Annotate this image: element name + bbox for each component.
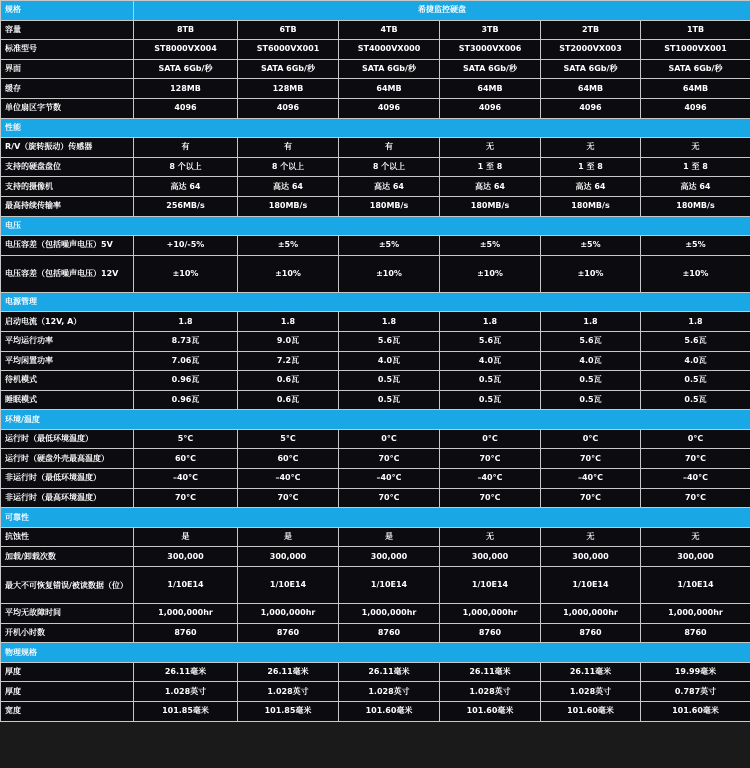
- table-cell: 1.8: [641, 312, 750, 332]
- table-cell: 7.06瓦: [134, 351, 238, 371]
- table-cell: 1/10E14: [238, 567, 339, 604]
- table-cell: 8760: [339, 623, 440, 643]
- table-cell: 8 个以上: [134, 157, 238, 177]
- table-cell: 8TB: [134, 20, 238, 40]
- row-label: 启动电流（12V, A）: [1, 312, 134, 332]
- section-title: 环境/温度: [1, 410, 750, 430]
- table-cell: 300,000: [134, 547, 238, 567]
- table-cell: 180MB/s: [541, 196, 641, 216]
- row-label: 开机小时数: [1, 623, 134, 643]
- table-cell: 无: [541, 138, 641, 158]
- table-cell: 无: [641, 527, 750, 547]
- table-cell: 有: [238, 138, 339, 158]
- table-cell: 180MB/s: [440, 196, 541, 216]
- table-cell: 4096: [641, 98, 750, 118]
- table-row: [1, 429, 750, 449]
- table-cell: ±10%: [541, 255, 641, 292]
- table-cell: 高达 64: [641, 177, 750, 197]
- section-header: [1, 410, 750, 430]
- table-cell: 300,000: [641, 547, 750, 567]
- table-cell: 8 个以上: [339, 157, 440, 177]
- table-cell: 101.60毫米: [541, 702, 641, 722]
- table-header-row: [1, 1, 750, 21]
- table-cell: ±5%: [440, 236, 541, 256]
- table-cell: 26.11毫米: [440, 662, 541, 682]
- section-header: [1, 216, 750, 236]
- table-cell: 高达 64: [541, 177, 641, 197]
- table-cell: SATA 6Gb/秒: [134, 59, 238, 79]
- row-label: 平均无故障时间: [1, 604, 134, 624]
- table-cell: SATA 6Gb/秒: [641, 59, 750, 79]
- table-row: [1, 236, 750, 256]
- table-cell: 70°C: [440, 488, 541, 508]
- table-cell: 9.0瓦: [238, 331, 339, 351]
- table-cell: 4.0瓦: [440, 351, 541, 371]
- table-cell: 70°C: [238, 488, 339, 508]
- table-cell: ST2000VX003: [541, 40, 641, 60]
- table-cell: 0.5瓦: [541, 390, 641, 410]
- row-label: 宽度: [1, 702, 134, 722]
- row-label: 抗蚀性: [1, 527, 134, 547]
- table-cell: 高达 64: [238, 177, 339, 197]
- table-cell: 26.11毫米: [238, 662, 339, 682]
- table-row: [1, 527, 750, 547]
- row-label: 非运行时（最低环境温度）: [1, 469, 134, 489]
- section-title: 电压: [1, 216, 750, 236]
- table-cell: 1.028英寸: [339, 682, 440, 702]
- table-cell: 4.0瓦: [641, 351, 750, 371]
- table-row: [1, 623, 750, 643]
- table-cell: –40°C: [440, 469, 541, 489]
- table-cell: 0°C: [440, 429, 541, 449]
- table-cell: 1.028英寸: [134, 682, 238, 702]
- table-cell: 0.6瓦: [238, 390, 339, 410]
- table-cell: SATA 6Gb/秒: [339, 59, 440, 79]
- table-cell: 70°C: [134, 488, 238, 508]
- table-cell: 180MB/s: [238, 196, 339, 216]
- row-label: 加载/卸载次数: [1, 547, 134, 567]
- table-cell: ST3000VX006: [440, 40, 541, 60]
- table-cell: 128MB: [238, 79, 339, 99]
- row-label: 支持的硬盘盘位: [1, 157, 134, 177]
- table-cell: 1,000,000hr: [440, 604, 541, 624]
- table-cell: 1.028英寸: [541, 682, 641, 702]
- table-cell: 26.11毫米: [339, 662, 440, 682]
- table-cell: SATA 6Gb/秒: [440, 59, 541, 79]
- row-label: 电压容差（包括噪声电压）5V: [1, 236, 134, 256]
- section-title: 性能: [1, 118, 750, 138]
- row-label: 睡眠模式: [1, 390, 134, 410]
- table-row: [1, 79, 750, 99]
- table-cell: 1.8: [440, 312, 541, 332]
- table-cell: –40°C: [339, 469, 440, 489]
- table-row: [1, 567, 750, 604]
- table-cell: ±10%: [238, 255, 339, 292]
- table-cell: 8760: [134, 623, 238, 643]
- table-cell: ±10%: [641, 255, 750, 292]
- table-cell: ±10%: [440, 255, 541, 292]
- table-cell: 64MB: [641, 79, 750, 99]
- section-title: 物理规格: [1, 643, 750, 663]
- table-cell: ±5%: [339, 236, 440, 256]
- table-row: [1, 98, 750, 118]
- table-cell: 1,000,000hr: [339, 604, 440, 624]
- table-cell: 8760: [440, 623, 541, 643]
- table-cell: 8 个以上: [238, 157, 339, 177]
- table-cell: 1,000,000hr: [641, 604, 750, 624]
- table-cell: 26.11毫米: [134, 662, 238, 682]
- table-cell: 1/10E14: [339, 567, 440, 604]
- table-cell: 19.99毫米: [641, 662, 750, 682]
- table-cell: 有: [134, 138, 238, 158]
- row-label: 容量: [1, 20, 134, 40]
- table-cell: 8760: [541, 623, 641, 643]
- table-cell: 8760: [238, 623, 339, 643]
- table-row: [1, 351, 750, 371]
- table-cell: 26.11毫米: [541, 662, 641, 682]
- table-cell: 0°C: [541, 429, 641, 449]
- table-cell: 7.2瓦: [238, 351, 339, 371]
- spec-header-label: 规格: [1, 1, 134, 21]
- table-cell: 1/10E14: [541, 567, 641, 604]
- row-label: 界面: [1, 59, 134, 79]
- table-cell: –40°C: [238, 469, 339, 489]
- table-cell: 8760: [641, 623, 750, 643]
- table-cell: 0.96瓦: [134, 390, 238, 410]
- table-cell: 0.5瓦: [440, 371, 541, 391]
- row-label: 平均运行功率: [1, 331, 134, 351]
- row-label: 平均闲置功率: [1, 351, 134, 371]
- table-cell: 无: [440, 527, 541, 547]
- table-cell: 1.8: [339, 312, 440, 332]
- table-cell: SATA 6Gb/秒: [238, 59, 339, 79]
- row-label: 厚度: [1, 662, 134, 682]
- table-cell: ±10%: [339, 255, 440, 292]
- table-cell: 101.60毫米: [440, 702, 541, 722]
- table-cell: 6TB: [238, 20, 339, 40]
- table-cell: 5.6瓦: [440, 331, 541, 351]
- table-cell: 4.0瓦: [339, 351, 440, 371]
- table-cell: 180MB/s: [339, 196, 440, 216]
- table-cell: 1TB: [641, 20, 750, 40]
- table-cell: 0.5瓦: [339, 390, 440, 410]
- table-row: [1, 331, 750, 351]
- table-cell: 0.787英寸: [641, 682, 750, 702]
- table-cell: 4096: [134, 98, 238, 118]
- table-cell: 70°C: [440, 449, 541, 469]
- section-header: [1, 118, 750, 138]
- table-cell: 1 至 8: [541, 157, 641, 177]
- row-label: 待机模式: [1, 371, 134, 391]
- table-row: [1, 371, 750, 391]
- table-cell: 70°C: [339, 488, 440, 508]
- table-cell: +10/-5%: [134, 236, 238, 256]
- table-cell: SATA 6Gb/秒: [541, 59, 641, 79]
- table-cell: 1,000,000hr: [134, 604, 238, 624]
- table-cell: 无: [541, 527, 641, 547]
- table-row: [1, 449, 750, 469]
- table-cell: 0.5瓦: [339, 371, 440, 391]
- table-cell: ST1000VX001: [641, 40, 750, 60]
- table-cell: 高达 64: [134, 177, 238, 197]
- table-cell: 高达 64: [440, 177, 541, 197]
- table-cell: 5°C: [238, 429, 339, 449]
- table-cell: 0°C: [641, 429, 750, 449]
- table-cell: 0.6瓦: [238, 371, 339, 391]
- table-cell: ±10%: [134, 255, 238, 292]
- table-cell: 5.6瓦: [541, 331, 641, 351]
- table-cell: 70°C: [541, 488, 641, 508]
- table-row: [1, 488, 750, 508]
- table-cell: 高达 64: [339, 177, 440, 197]
- table-cell: 300,000: [339, 547, 440, 567]
- table-row: [1, 662, 750, 682]
- table-row: [1, 469, 750, 489]
- table-cell: 4096: [238, 98, 339, 118]
- table-cell: 1.8: [134, 312, 238, 332]
- table-cell: 300,000: [440, 547, 541, 567]
- table-cell: 70°C: [641, 449, 750, 469]
- table-cell: 5°C: [134, 429, 238, 449]
- table-cell: ST6000VX001: [238, 40, 339, 60]
- table-cell: 4.0瓦: [541, 351, 641, 371]
- table-cell: 70°C: [339, 449, 440, 469]
- table-cell: 64MB: [339, 79, 440, 99]
- table-cell: 0.5瓦: [641, 390, 750, 410]
- table-cell: 300,000: [238, 547, 339, 567]
- table-row: [1, 604, 750, 624]
- row-label: 单位扇区字节数: [1, 98, 134, 118]
- table-cell: 256MB/s: [134, 196, 238, 216]
- table-cell: 0.96瓦: [134, 371, 238, 391]
- table-cell: ±5%: [641, 236, 750, 256]
- table-row: [1, 312, 750, 332]
- row-label: 电压容差（包括噪声电压）12V: [1, 255, 134, 292]
- table-row: [1, 138, 750, 158]
- section-header: [1, 508, 750, 528]
- table-cell: 1.8: [541, 312, 641, 332]
- table-row: [1, 390, 750, 410]
- table-cell: 101.85毫米: [238, 702, 339, 722]
- table-row: [1, 196, 750, 216]
- table-cell: 300,000: [541, 547, 641, 567]
- table-cell: –40°C: [134, 469, 238, 489]
- table-cell: 0.5瓦: [541, 371, 641, 391]
- row-label: 最高持续传输率: [1, 196, 134, 216]
- table-cell: 70°C: [541, 449, 641, 469]
- table-cell: 2TB: [541, 20, 641, 40]
- table-cell: 101.60毫米: [339, 702, 440, 722]
- table-cell: 1/10E14: [641, 567, 750, 604]
- table-cell: 4TB: [339, 20, 440, 40]
- table-cell: 无: [440, 138, 541, 158]
- row-label: 非运行时（最高环境温度）: [1, 488, 134, 508]
- table-cell: 70°C: [641, 488, 750, 508]
- table-cell: 有: [339, 138, 440, 158]
- section-header: [1, 292, 750, 312]
- table-cell: 是: [339, 527, 440, 547]
- table-cell: 4096: [541, 98, 641, 118]
- table-cell: 60°C: [134, 449, 238, 469]
- row-label: 支持的摄像机: [1, 177, 134, 197]
- table-cell: 101.60毫米: [641, 702, 750, 722]
- table-row: [1, 20, 750, 40]
- table-cell: 64MB: [541, 79, 641, 99]
- table-cell: 1.028英寸: [238, 682, 339, 702]
- table-cell: 1,000,000hr: [541, 604, 641, 624]
- table-cell: 180MB/s: [641, 196, 750, 216]
- row-label: 最大不可恢复错误/被读数据（位）: [1, 567, 134, 604]
- table-cell: ST4000VX000: [339, 40, 440, 60]
- table-cell: 60°C: [238, 449, 339, 469]
- section-title: 电源管理: [1, 292, 750, 312]
- table-cell: –40°C: [641, 469, 750, 489]
- table-cell: 101.85毫米: [134, 702, 238, 722]
- table-row: [1, 547, 750, 567]
- row-label: 标准型号: [1, 40, 134, 60]
- table-cell: 4096: [440, 98, 541, 118]
- table-row: [1, 40, 750, 60]
- table-cell: 1 至 8: [641, 157, 750, 177]
- table-cell: 1 至 8: [440, 157, 541, 177]
- row-label: 运行时（硬盘外壳最高温度）: [1, 449, 134, 469]
- table-cell: 是: [134, 527, 238, 547]
- table-cell: 5.6瓦: [339, 331, 440, 351]
- table-row: [1, 682, 750, 702]
- row-label: 缓存: [1, 79, 134, 99]
- section-title: 可靠性: [1, 508, 750, 528]
- table-cell: 1.028英寸: [440, 682, 541, 702]
- table-cell: 1,000,000hr: [238, 604, 339, 624]
- table-cell: 无: [641, 138, 750, 158]
- table-title: 希捷监控硬盘: [134, 1, 750, 21]
- table-cell: –40°C: [541, 469, 641, 489]
- table-cell: 是: [238, 527, 339, 547]
- table-cell: 0°C: [339, 429, 440, 449]
- row-label: R/V（旋转振动）传感器: [1, 138, 134, 158]
- table-cell: 3TB: [440, 20, 541, 40]
- row-label: 运行时（最低环境温度）: [1, 429, 134, 449]
- table-cell: ±5%: [238, 236, 339, 256]
- table-row: [1, 177, 750, 197]
- table-cell: 1.8: [238, 312, 339, 332]
- table-row: [1, 702, 750, 722]
- table-cell: 8.73瓦: [134, 331, 238, 351]
- table-row: [1, 255, 750, 292]
- table-cell: 64MB: [440, 79, 541, 99]
- table-row: [1, 59, 750, 79]
- table-cell: 5.6瓦: [641, 331, 750, 351]
- table-cell: ST8000VX004: [134, 40, 238, 60]
- table-row: [1, 157, 750, 177]
- table-cell: 0.5瓦: [440, 390, 541, 410]
- table-cell: 0.5瓦: [641, 371, 750, 391]
- row-label: 厚度: [1, 682, 134, 702]
- table-cell: 1/10E14: [134, 567, 238, 604]
- table-cell: 4096: [339, 98, 440, 118]
- table-cell: 128MB: [134, 79, 238, 99]
- table-cell: ±5%: [541, 236, 641, 256]
- table-cell: 1/10E14: [440, 567, 541, 604]
- section-header: [1, 643, 750, 663]
